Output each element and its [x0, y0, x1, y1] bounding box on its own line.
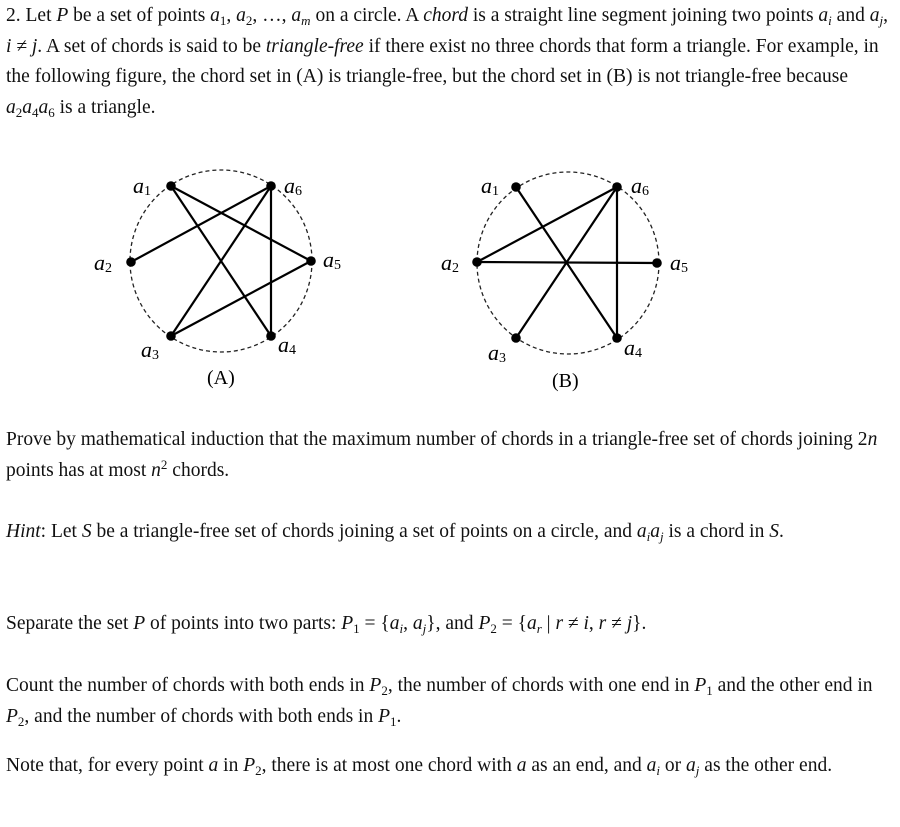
fig-b-point-a5 — [652, 258, 662, 268]
fig-a-point-a5 — [306, 256, 316, 266]
problem-statement: 2. Let P be a set of points $a_1$, $a_2$, …, $a_m$ on a circle. A chord is a straight line segment joining two points $a_i$ and $a_j$, i ≠ j. A set of chords is said to be triangle-free if there exist no three chords that form a triangle. For example, in the following figure, the chord set in (A) is triangle-free, but the chord set in (B) is not triangle-free because $a_2a_4a_6$ is a triangle. — [6, 5, 888, 120]
fig-a-point-a2 — [126, 257, 136, 267]
fig-a-chord-a2-a6 — [131, 186, 271, 262]
fig-a-point-a3 — [166, 331, 176, 341]
note-paragraph: Note that, for every point a in $P_2$, there is at most one chord with a as an end, and $a_i$ or $a_j$ as the other end. — [6, 755, 833, 778]
label-b5: a5 — [670, 250, 688, 276]
fig-a-point-a1 — [166, 181, 176, 191]
label-b4: a4 — [624, 335, 642, 361]
fig-b-point-a3 — [511, 333, 521, 343]
fig-b-point-a4 — [612, 333, 622, 343]
label-a2: a2 — [94, 250, 112, 276]
label-b2: a2 — [441, 250, 459, 276]
label-a1: a1 — [133, 173, 151, 199]
figure-b — [441, 172, 688, 392]
label-a5: a5 — [323, 247, 341, 273]
figure-a — [94, 170, 341, 389]
label-b3: a3 — [488, 340, 506, 366]
label-a3: a3 — [141, 337, 159, 363]
caption-b: (B) — [552, 370, 579, 392]
prove-statement: Prove by mathematical induction that the maximum number of chords in a triangle-free set of chords joining 2n points has at most $n^2$ chords. — [6, 429, 878, 481]
label-a6: a6 — [284, 173, 302, 199]
fig-b-point-a6 — [612, 182, 622, 192]
fig-b-chord-a2-a5 — [477, 262, 657, 263]
hint-paragraph: Hint: Let S be a triangle-free set of chords joining a set of points on a circle, and $a_ia_j$ is a chord in S. — [6, 521, 784, 544]
fig-a-chord-a3-a5 — [171, 261, 311, 336]
label-b1: a1 — [481, 173, 499, 199]
count-paragraph: Count the number of chords with both ends in $P_2$, the number of chords with one end in $P_1$ and the other end in $P_2$, and the number of chords with both ends in $P_1$. — [6, 675, 873, 729]
label-a4: a4 — [278, 332, 296, 358]
fig-a-point-a6 — [266, 181, 276, 191]
fig-a-point-a4 — [266, 331, 276, 341]
label-b6: a6 — [631, 173, 649, 199]
fig-b-point-a1 — [511, 182, 521, 192]
chord-figure — [0, 150, 900, 400]
caption-a: (A) — [207, 367, 235, 389]
fig-b-point-a2 — [472, 257, 482, 267]
separate-paragraph: Separate the set P of points into two parts: $P_1 = \{a_i$, $a_j$}, and $P_2 = \{a_r$ | r ≠ i, r ≠ j}. — [6, 613, 647, 636]
